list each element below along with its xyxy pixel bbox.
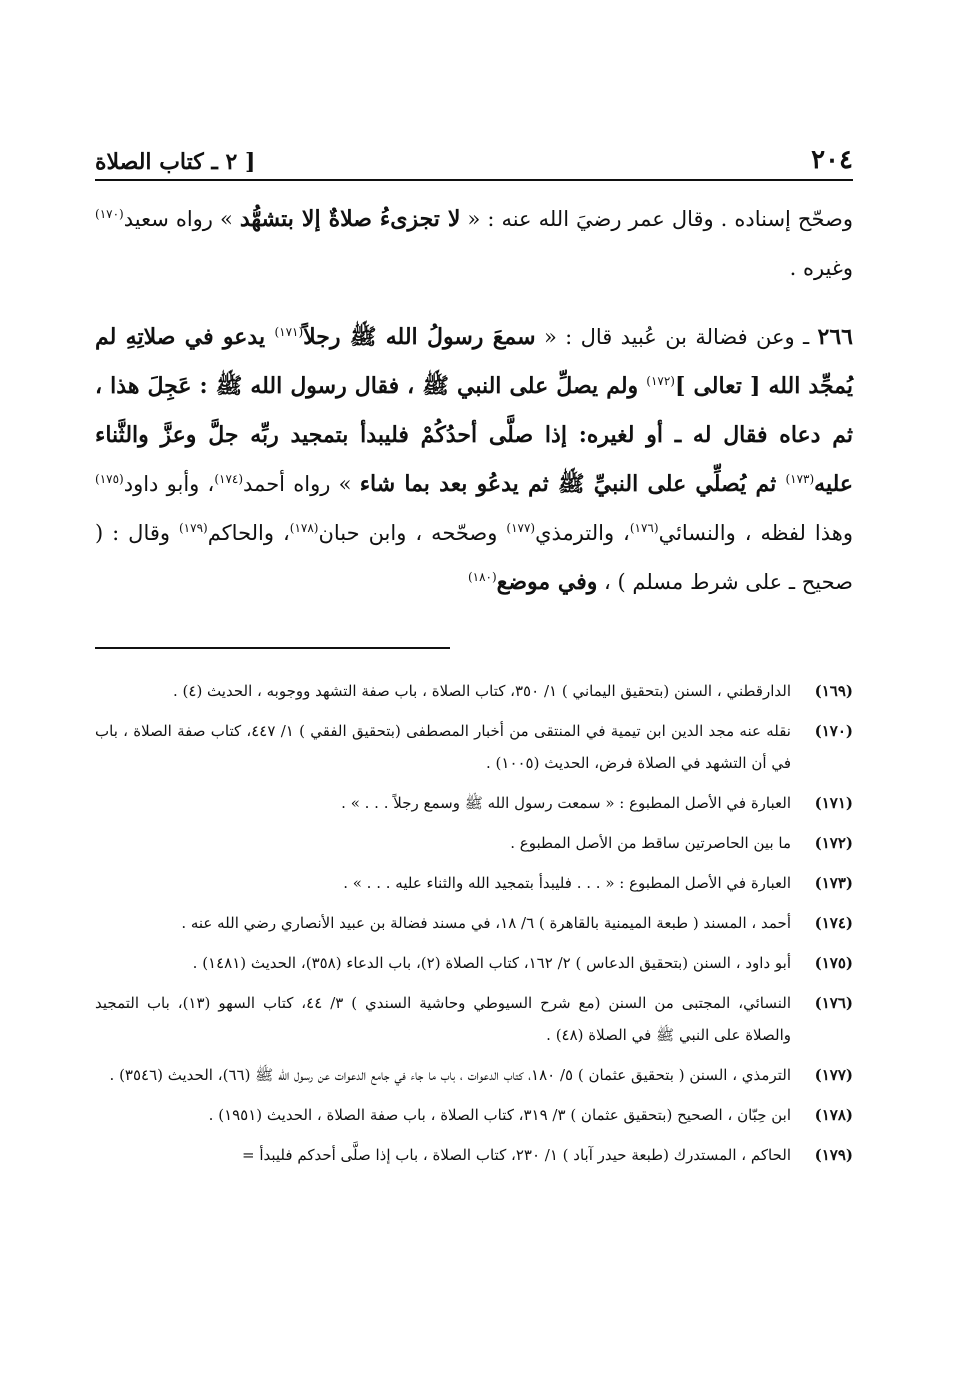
footnote-text: نقله عنه مجد الدين ابن تيمية في المنتقى من أخبار المصطفى (بتحقيق الفقي ) ١/ ٤٤٧، كتاب صفة الصلاة ، باب في أن التشهد في الصلاة فرض، الحديث (١٠٠٥) . [95, 722, 791, 772]
footnote-number: (١٧١) [814, 794, 853, 812]
footnote [95, 787, 853, 819]
footnote-ref[interactable]: (١٧٥) [95, 472, 124, 486]
footnote-text: النسائي، المجتبى من السنن (مع شرح السيوطي وحاشية السندي ) ٣/ ٤٤، كتاب السهو (١٣)، باب التمجيد والصلاة على النبي ﷺ في الصلاة (٤٨) . [95, 994, 791, 1044]
paragraph-266 [95, 313, 853, 607]
footnote-text: العبارة في الأصل المطبوع : « . . . فليبدأ بتمجيد الله والثناء عليه . . . » . [343, 874, 791, 892]
book-page [95, 135, 853, 1340]
text-run: ، والترمذي [535, 521, 630, 545]
footnote-text: الدارقطني ، السنن (بتحقيق اليماني ) ١/ ٣٥٠، كتاب الصلاة ، باب صفة التشهد ووجوبه ، الحديث (٤) . [172, 682, 791, 700]
text-run-bold: وفي موضع [496, 569, 598, 595]
footnote-number: (١٧٧) [814, 1066, 853, 1084]
footnote-ref[interactable]: (١٨٠) [467, 570, 497, 584]
text-run: » رواه أحمد [243, 472, 360, 496]
footnote-ref[interactable]: (١٧٢) [646, 374, 675, 388]
footnote [95, 907, 853, 939]
chapter-title: [ ٢ ـ كتاب الصلاة [95, 149, 256, 175]
footnote-text: أبو داود ، السنن (بتحقيق الدعاس ) ٢/ ١٦٢، كتاب الصلاة (٢)، باب الدعاء (٣٥٨)، الحديث (١٤٨١) . [192, 954, 791, 972]
footnote-number: (١٧٨) [814, 1106, 853, 1124]
footnote [95, 1059, 853, 1091]
footnote [95, 947, 853, 979]
text-run: » رواه سعيد [123, 207, 240, 231]
footnote [95, 675, 853, 707]
page-number: ٢٠٤ [811, 145, 853, 175]
hadith-number: ٢٦٦ [817, 324, 853, 350]
text-run: وصحّحه ، وابن حبان [318, 521, 507, 545]
footnotes-list [95, 675, 853, 1171]
text-run: ـ وعن فضالة بن عُبيد قال : « [535, 325, 818, 349]
text-run: ، وأبو داود [123, 472, 215, 496]
footnote-text: الترمذي ، السنن ( بتحقيق عثمان ) ٥/ ١٨٠، كتاب الدعوات ، باب ما جاء في جامع الدعوات عن رسول الله ﷺ (٦٦)، الحديث (٣٥٤٦) . [109, 1066, 791, 1084]
footnote-text: ابن حِبّان ، الصحيح (بتحقيق عثمان ) ٣/ ٣١٩، كتاب الصلاة ، باب صفة الصلاة ، الحديث (١٩٥١) . [208, 1106, 791, 1124]
footnote-ref[interactable]: (١٧٠) [95, 207, 124, 221]
footnote-number: (١٦٩) [814, 682, 853, 700]
footnote-number: (١٧٦) [814, 994, 853, 1012]
footnote [95, 1099, 853, 1131]
footnote [95, 715, 853, 779]
footnote-ref[interactable]: (١٧٩) [178, 521, 208, 535]
footnote-number: (١٧٥) [814, 954, 853, 972]
text-run: وغيره . [789, 256, 853, 280]
header-rule [95, 179, 853, 181]
running-head [95, 135, 853, 175]
footnote [95, 987, 853, 1051]
footnote-number: (١٧٢) [814, 834, 853, 852]
footnote-ref[interactable]: (١٧٨) [289, 521, 319, 535]
text-run: وقال : ( صحيح ـ على شرط مسلم ) ، [95, 521, 853, 594]
text-run: وصحّح إسناده . وقال عمر رضيَ الله عنه : « [460, 207, 853, 231]
quote-bold: يدعو في صلاتِهِ لم يُمجِّد الله [ تعالى ] [95, 324, 853, 399]
footnote-ref[interactable]: (١٧١) [274, 325, 304, 339]
footnote-number: (١٧٣) [814, 874, 853, 892]
text-run: وهذا لفظه ، والنسائي [658, 521, 853, 545]
quote-bold: سمعَ رسولُ الله ﷺ رجلاً [303, 324, 536, 350]
footnote [95, 867, 853, 899]
footnote-number: (١٧٠) [814, 722, 853, 740]
quote-bold: ثم يُصلِّي على النبيِّ ﷺ ثم يدعُو بعد بما شاء [359, 471, 786, 497]
footnote-ref[interactable]: (١٧٤) [214, 472, 244, 486]
footnote-number: (١٧٩) [814, 1146, 853, 1164]
footnote-ref[interactable]: (١٧٣) [785, 472, 815, 486]
footnote-number: (١٧٤) [814, 914, 853, 932]
text-run: ، والحاكم [207, 521, 290, 545]
footnote-ref[interactable]: (١٧٧) [506, 521, 536, 535]
footnote-separator [95, 647, 450, 649]
footnote [95, 827, 853, 859]
quote-bold: لا تجزىءُ صلاةٌ إلا بتشهُّد [239, 206, 461, 232]
footnote-text: أحمد ، المسند ( طبعة الميمنية بالقاهرة ) ٦/ ١٨، في مسند فضالة بن عبيد الأنصاري رضي الله عنه . [181, 914, 791, 932]
footnote [95, 1139, 853, 1171]
footnote-ref[interactable]: (١٧٦) [629, 521, 659, 535]
footnote-text: ما بين الحاصرتين ساقط من الأصل المطبوع . [510, 834, 791, 852]
paragraph-265-continued [95, 195, 853, 293]
quote-bold: ولم يصلِّ على النبي ﷺ ، فقال رسول الله ﷺ : عَجِلَ هذا ، ثم دعاه فقال له ـ أو لغيره: إذا صلَّى أحدُكُمْ فليبدأ بتمجيد ربِّه جلَّ وعزَّ والثَّناء عليه [95, 373, 853, 497]
footnote-text: العبارة في الأصل المطبوع : « سمعت رسول الله ﷺ وسمع رجلاً . . . » . [341, 794, 791, 812]
footnote-text: الحاكم ، المستدرك (طبعة حيدر آباد ) ١/ ٢٣٠، كتاب الصلاة ، باب إذا صلَّى أحدكم فليبدأ = [242, 1146, 791, 1164]
